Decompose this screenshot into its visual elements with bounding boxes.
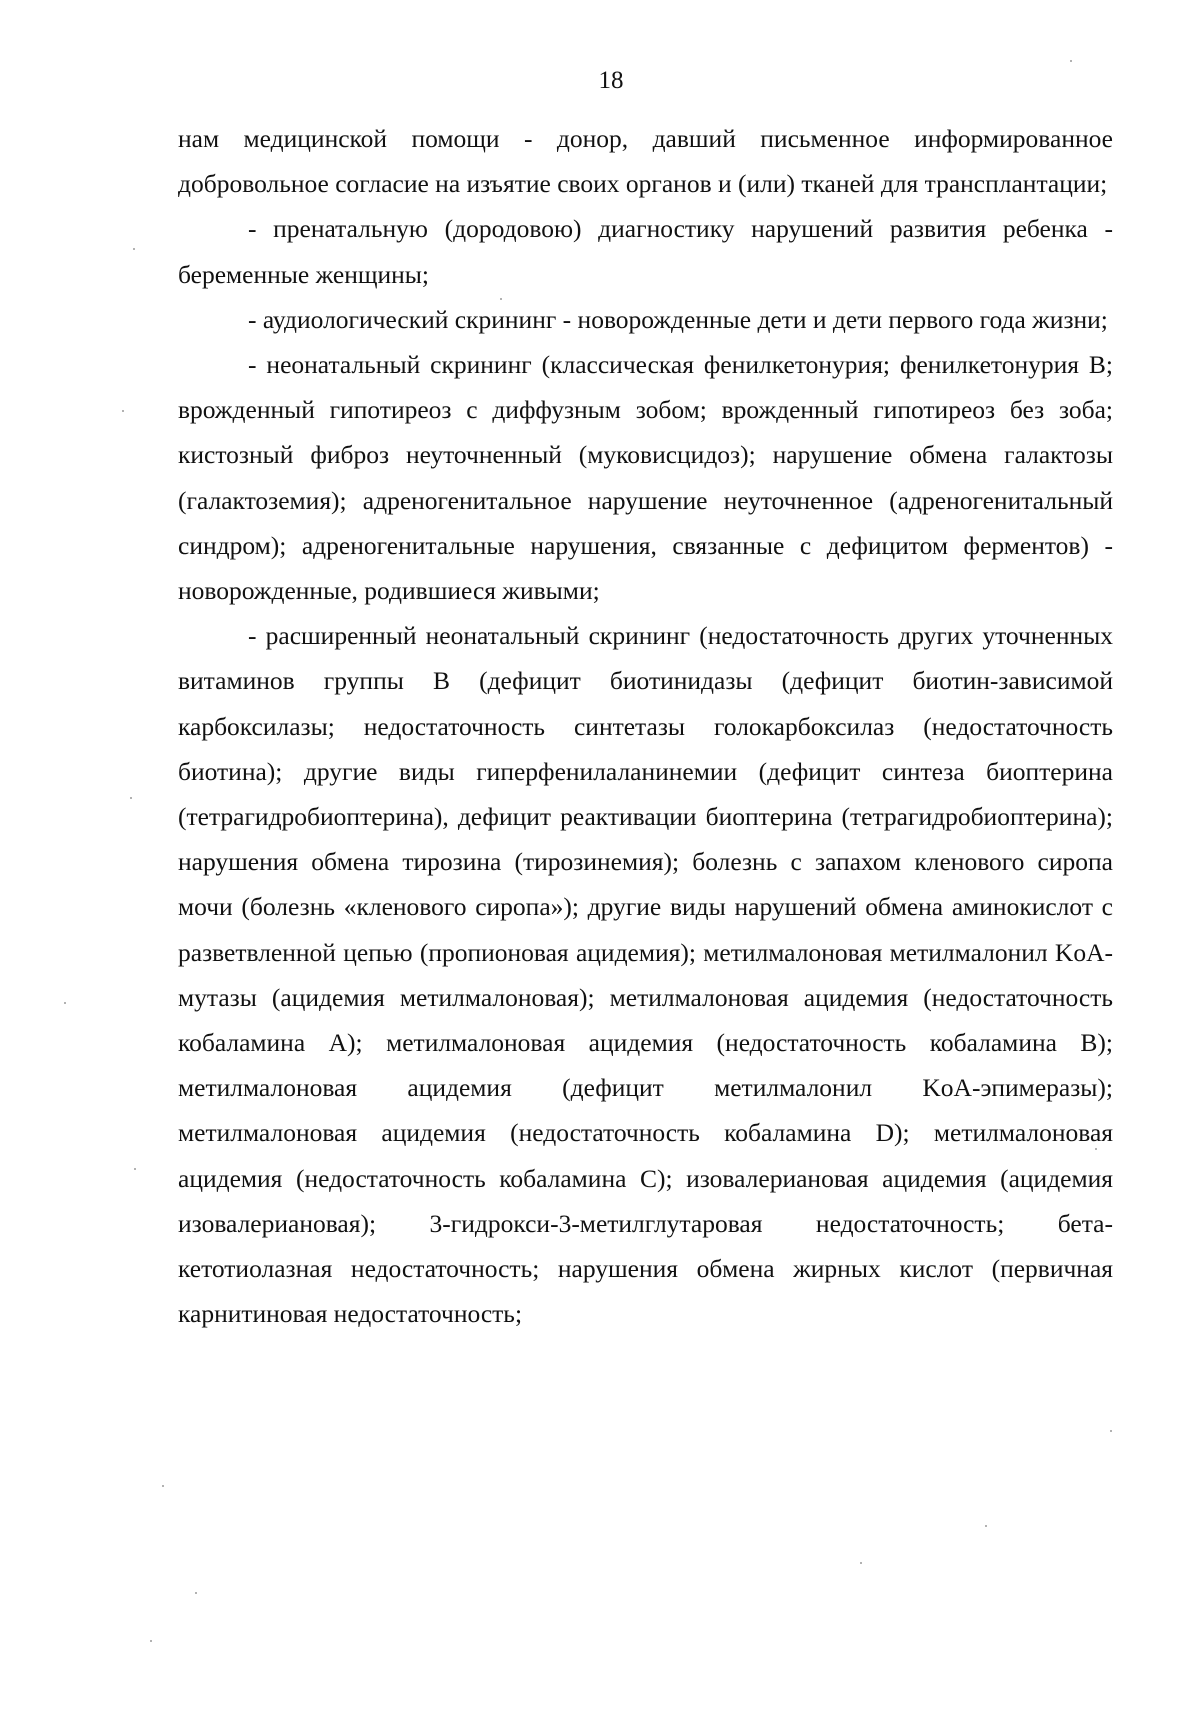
scan-speck xyxy=(130,797,132,799)
paragraph-audiological-screening: - аудиологический скрининг - новорожденные дети и дети первого года жизни; xyxy=(248,304,1108,334)
paragraph-prenatal-diagnostics: - пренатальную (дородовою) диагностику нарушений развития ребенка - беременные женщины; xyxy=(178,214,1113,289)
paragraph-donor-consent: нам медицинской помощи - донор, давший письменное информированное добровольное согласие на изъятие своих органов и (или) тканей для трансплантации; xyxy=(178,124,1113,199)
scan-speck xyxy=(134,1168,136,1170)
paragraph-neonatal-screening: - неонатальный скрининг (классическая фенилкетонурия; фенилкетонурия B; врожденный гипотиреоз с диффузным зобом; врожденный гипотиреоз без зоба; кистозный фиброз неуточненный (муковисцидоз); нарушение обмена галактозы (галактоземия); адреногенитальное нарушение неуточненное (адреногенитальный синдром); адреногенитальные нарушения, связанные с дефицитом ферментов) - новорожденные, родившиеся живыми; xyxy=(178,350,1113,606)
scan-speck xyxy=(860,1562,862,1564)
scan-speck xyxy=(195,1592,197,1594)
scan-speck xyxy=(1070,60,1072,62)
document-body xyxy=(178,116,1113,1336)
scan-speck xyxy=(64,1002,66,1004)
scan-speck xyxy=(162,1485,164,1487)
scan-speck xyxy=(1110,1430,1112,1432)
scan-speck xyxy=(122,410,124,412)
scan-speck xyxy=(985,1525,987,1527)
page-number: 18 xyxy=(598,67,624,94)
paragraph-extended-neonatal-screening: - расширенный неонатальный скрининг (недостаточность других уточненных витаминов группы B (дефицит биотинидазы (дефицит биотин-зависимой карбоксилазы; недостаточность синтетазы голокарбоксилаз (недостаточность биотина); другие виды гиперфенилаланинемии (дефицит синтеза биоптерина (тетрагидробиоптерина), дефицит реактивации биоптерина (тетрагидробиоптерина); нарушения обмена тирозина (тирозинемия); болезнь с запахом кленового сиропа мочи (болезнь «кленового сиропа»); другие виды нарушений обмена аминокислот с разветвленной цепью (пропионовая ацидемия); метилмалоновая метилмалонил KoA-мутазы (ацидемия метилмалоновая); метилмалоновая ацидемия (недостаточность кобаламина A); метилмалоновая ацидемия (недостаточность кобаламина B); метилмалоновая ацидемия (дефицит метилмалонил KoA-эпимеразы); метилмалоновая ацидемия (недостаточность кобаламина D); метилмалоновая ацидемия (недостаточность кобаламина C); изовалериановая ацидемия (ацидемия изовалериановая); 3-гидрокси-3-метилглутаровая недостаточность; бета-кетотиолазная недостаточность; нарушения обмена жирных кислот (первичная карнитиновая недостаточность; xyxy=(178,621,1113,1329)
scan-speck xyxy=(150,1640,152,1642)
scan-speck xyxy=(133,248,135,250)
scan-speck xyxy=(500,298,502,300)
scan-speck xyxy=(1095,1148,1097,1150)
